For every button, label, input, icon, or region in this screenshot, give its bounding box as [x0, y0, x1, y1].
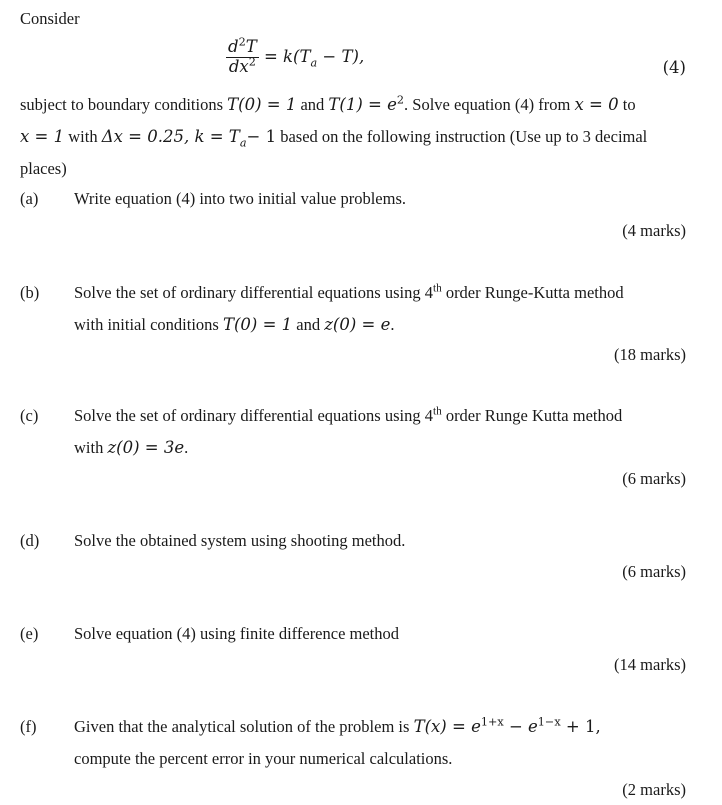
part-c-label: (c) [20, 406, 39, 425]
x-start: x = 0 [574, 95, 619, 114]
part-f-line-2: compute the percent error in your numerical calculations. [74, 749, 453, 768]
eq-num-sup: 2 [238, 35, 246, 49]
part-b-marks: (18 marks) [614, 345, 686, 364]
analytical-solution: T(x) = e [413, 717, 481, 736]
eq-rhs: = k(T [263, 46, 311, 66]
second-derivative-fraction [226, 35, 259, 77]
part-a-label: (a) [20, 189, 39, 208]
part-c-line-2: with z(0) = 3e. [74, 438, 189, 457]
part-a-text: Write equation (4) into two initial value problems. [74, 189, 407, 208]
part-c-marks: (6 marks) [622, 469, 686, 488]
part-d-marks: (6 marks) [622, 562, 686, 581]
part-a-marks: (4 marks) [622, 221, 686, 240]
conditions-line-1: subject to boundary conditions T(0) = 1 and $T(1) = e^2$. Solve equation (4) from x = 0 to [20, 93, 636, 114]
part-e-label: (e) [20, 624, 39, 643]
bc-T0: T(0) = 1 [227, 95, 297, 114]
step-and-k: Δx = 0.25, k = T [101, 127, 240, 146]
part-e-text: Solve equation (4) using finite difference method [74, 624, 400, 643]
bc-T1: T(1) = e [328, 95, 397, 114]
part-d-text: Solve the obtained system using shooting method. [74, 531, 406, 550]
eq-rhs-tail: − T), [317, 46, 365, 66]
eq-rhs-sub: a [310, 56, 318, 70]
x-end: x = 1 [20, 127, 65, 146]
part-b-line-1: Solve the set of ordinary differential equations using 4th order Runge-Kutta method [74, 282, 624, 302]
eq-num-var: T [245, 37, 257, 56]
conditions-line-2: x = 1 with Δx = 0.25, $k = T_a- 1$ based on the following instruction (Use up to 3 decimal [20, 127, 648, 150]
part-f-line-1: Given that the analytical solution of the problem is $T(x) = e^{1+x} - e^{1-x} + 1$, [74, 715, 601, 736]
part-f-label: (f) [20, 717, 37, 736]
eq-den-sup: 2 [248, 55, 256, 69]
eq-den-dx: dx [228, 56, 249, 76]
eq-num-d: d [228, 37, 239, 56]
conditions-line-3: places) [20, 159, 67, 178]
intro-text: Consider [20, 9, 80, 28]
part-f-marks: (2 marks) [622, 780, 686, 799]
part-b-label: (b) [20, 283, 40, 302]
part-d-label: (d) [20, 531, 40, 550]
part-e-marks: (14 marks) [614, 655, 686, 674]
equation-number: (4) [662, 58, 686, 77]
equation-4 [226, 35, 365, 77]
part-b-line-2: with initial conditions T(0) = 1 and z(0) = e. [74, 315, 395, 334]
part-c-line-1: Solve the set of ordinary differential equations using 4th order Runge Kutta method [74, 405, 623, 425]
